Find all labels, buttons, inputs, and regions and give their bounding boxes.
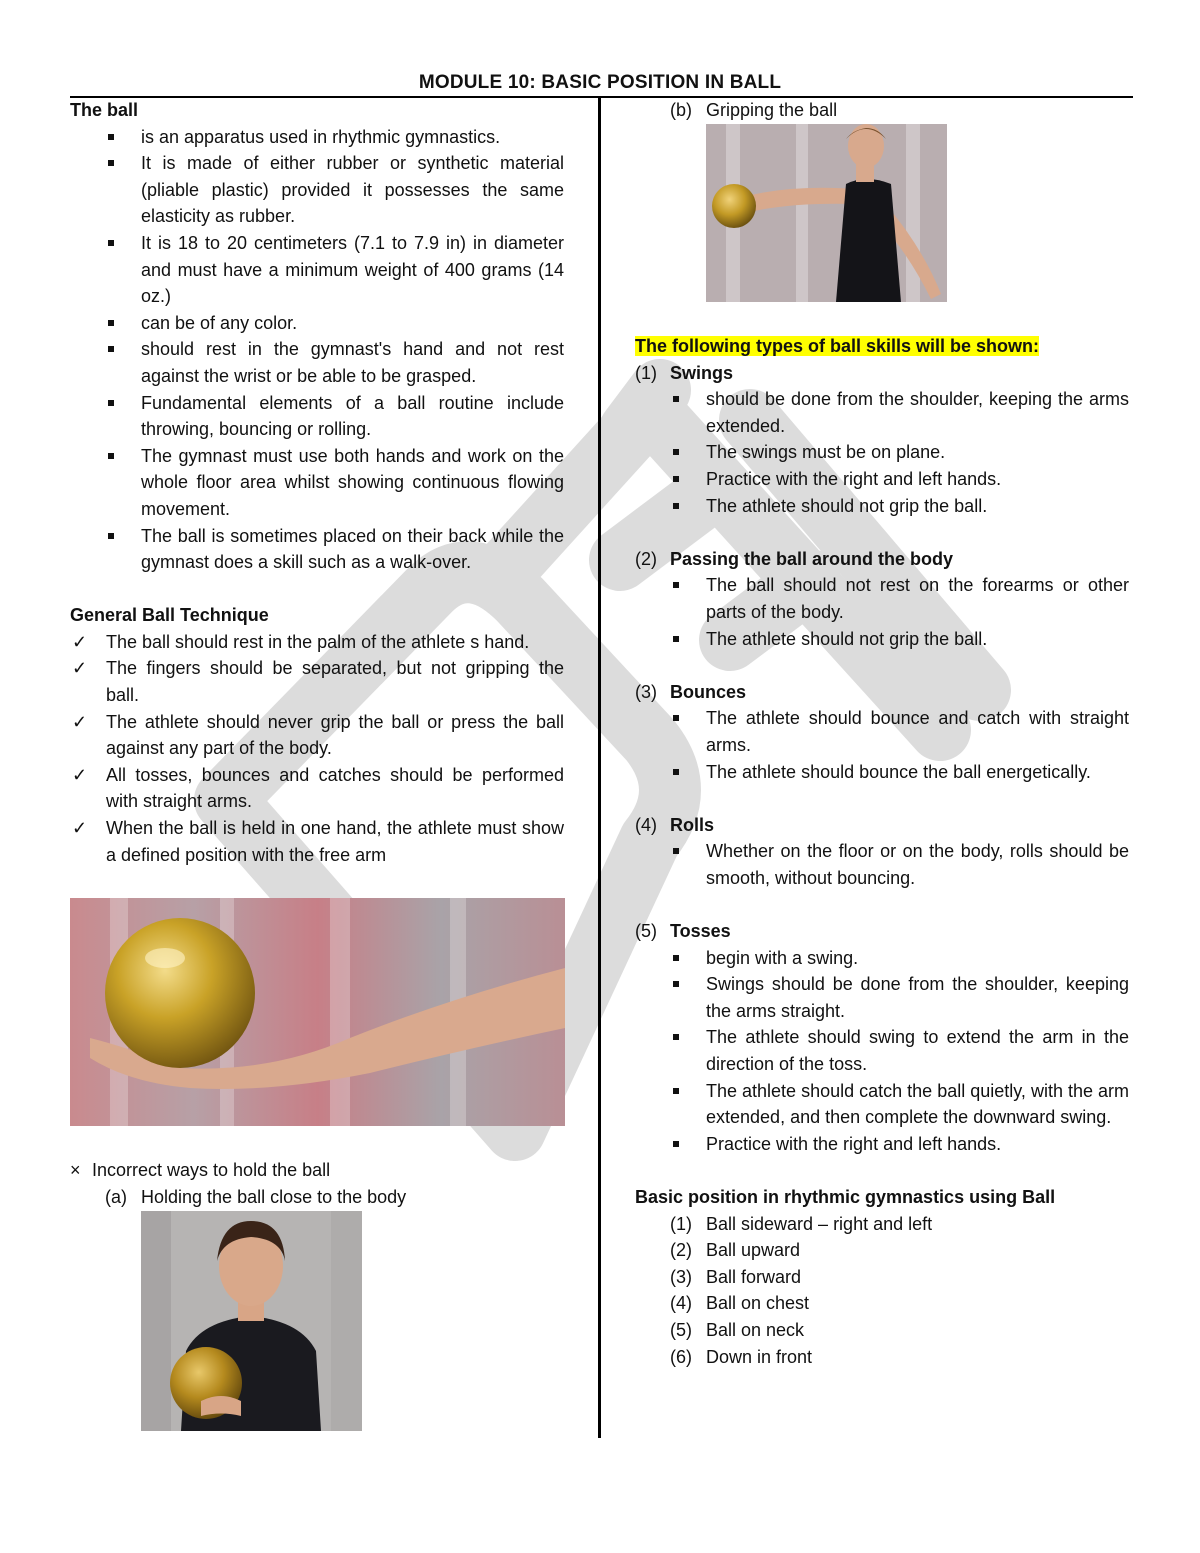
list-item: should rest in the gymnast's hand and not rest against the wrist or be able to be grasped. [70, 336, 564, 389]
positions-list [635, 1211, 1129, 1371]
skill-tosses: (5) Tosses [635, 921, 731, 942]
list-item: The ball should not rest on the forearms or other parts of the body. [635, 572, 1129, 625]
list-item: (a) Holding the ball close to the body [105, 1186, 407, 1207]
ball-heading: The ball [70, 100, 139, 120]
list-item: (6) Down in front [670, 1346, 813, 1367]
passing-list [635, 572, 1129, 652]
list-item: (1) Ball sideward – right and left [670, 1213, 933, 1234]
bounces-list [635, 705, 1129, 785]
skills-heading: The following types of ball skills will be shown: [635, 336, 1040, 356]
list-item: The athlete should not grip the ball. [635, 493, 1129, 520]
list-item: begin with a swing. [635, 945, 1129, 972]
left-column [70, 97, 564, 948]
list-item: It is made of either rubber or synthetic material (pliable plastic) provided it possesses the same elasticity as rubber. [70, 150, 564, 230]
rolls-list [635, 838, 1129, 891]
technique-list [70, 629, 564, 868]
skill-bounces: (3) Bounces [635, 681, 747, 702]
page-title: MODULE 10: BASIC POSITION IN BALL [418, 72, 782, 93]
gripping-label [635, 97, 1129, 124]
incorrect-heading: × Incorrect ways to hold the ball [70, 1157, 564, 1184]
right-column [635, 333, 1129, 1370]
column-divider [598, 98, 601, 1438]
list-item: The athlete should bounce the ball energetically. [635, 759, 1129, 786]
list-item: ✓ The fingers should be separated, but not gripping the ball. [70, 655, 564, 708]
list-item: (4) Ball on chest [670, 1293, 810, 1314]
list-item: is an apparatus used in rhythmic gymnastics. [70, 124, 564, 151]
close-to-body-photo [141, 1211, 362, 1431]
list-item: ✓ When the ball is held in one hand, the athlete must show a defined position with the free arm [70, 815, 564, 868]
skill-rolls: (4) Rolls [635, 814, 715, 835]
list-item: ✓ The athlete should never grip the ball or press the ball against any part of the body. [70, 709, 564, 762]
list-item: (3) Ball forward [670, 1266, 802, 1287]
list-item: can be of any color. [70, 310, 564, 337]
list-item: should be done from the shoulder, keeping the arms extended. [635, 386, 1129, 439]
ball-points-list [70, 124, 564, 576]
swings-list [635, 386, 1129, 519]
list-item: ✓ The ball should rest in the palm of the athlete s hand. [70, 629, 564, 656]
check-icon: ✓ [72, 658, 88, 679]
basic-position-heading: Basic position in rhythmic gymnastics using Ball [635, 1187, 1056, 1207]
gripping-ball-photo [706, 124, 947, 302]
incorrect-list [70, 1184, 564, 1211]
check-icon: ✓ [72, 631, 88, 652]
list-item: The ball is sometimes placed on their back while the gymnast does a skill such as a walk-over. [70, 523, 564, 576]
list-item: ✓ All tosses, bounces and catches should be performed with straight arms. [70, 762, 564, 815]
check-icon: ✓ [72, 711, 88, 732]
list-item: Swings should be done from the shoulder, keeping the arms straight. [635, 971, 1129, 1024]
tosses-list [635, 945, 1129, 1158]
list-item: The athlete should not grip the ball. [635, 626, 1129, 653]
list-item: It is 18 to 20 centimeters (7.1 to 7.9 in) in diameter and must have a minimum weight of 400 grams (14 oz.) [70, 230, 564, 310]
list-item: (5) Ball on neck [670, 1319, 805, 1340]
skill-passing: (2) Passing the ball around the body [635, 548, 954, 569]
cross-icon: × [70, 1160, 81, 1180]
list-item: Practice with the right and left hands. [635, 1131, 1129, 1158]
list-item: The athlete should catch the ball quietly, with the arm extended, and then complete the downward swing. [635, 1078, 1129, 1131]
list-item: (b) Gripping the ball [670, 100, 838, 120]
list-item: The athlete should bounce and catch with straight arms. [635, 705, 1129, 758]
check-icon: ✓ [72, 818, 88, 839]
list-item: Fundamental elements of a ball routine include throwing, bouncing or rolling. [70, 390, 564, 443]
list-item: The gymnast must use both hands and work on the whole floor area whilst showing continuous flowing movement. [70, 443, 564, 523]
list-item: The swings must be on plane. [635, 439, 1129, 466]
list-item: (2) Ball upward [670, 1240, 801, 1261]
skill-swings: (1) Swings [635, 362, 734, 383]
list-item: Whether on the floor or on the body, rolls should be smooth, without bouncing. [635, 838, 1129, 891]
technique-heading: General Ball Technique [70, 605, 269, 626]
list-item: The athlete should swing to extend the arm in the direction of the toss. [635, 1024, 1129, 1077]
check-icon: ✓ [72, 764, 88, 785]
list-item: Practice with the right and left hands. [635, 466, 1129, 493]
correct-hold-photo [70, 898, 565, 1126]
incorrect-section [70, 1157, 564, 1210]
